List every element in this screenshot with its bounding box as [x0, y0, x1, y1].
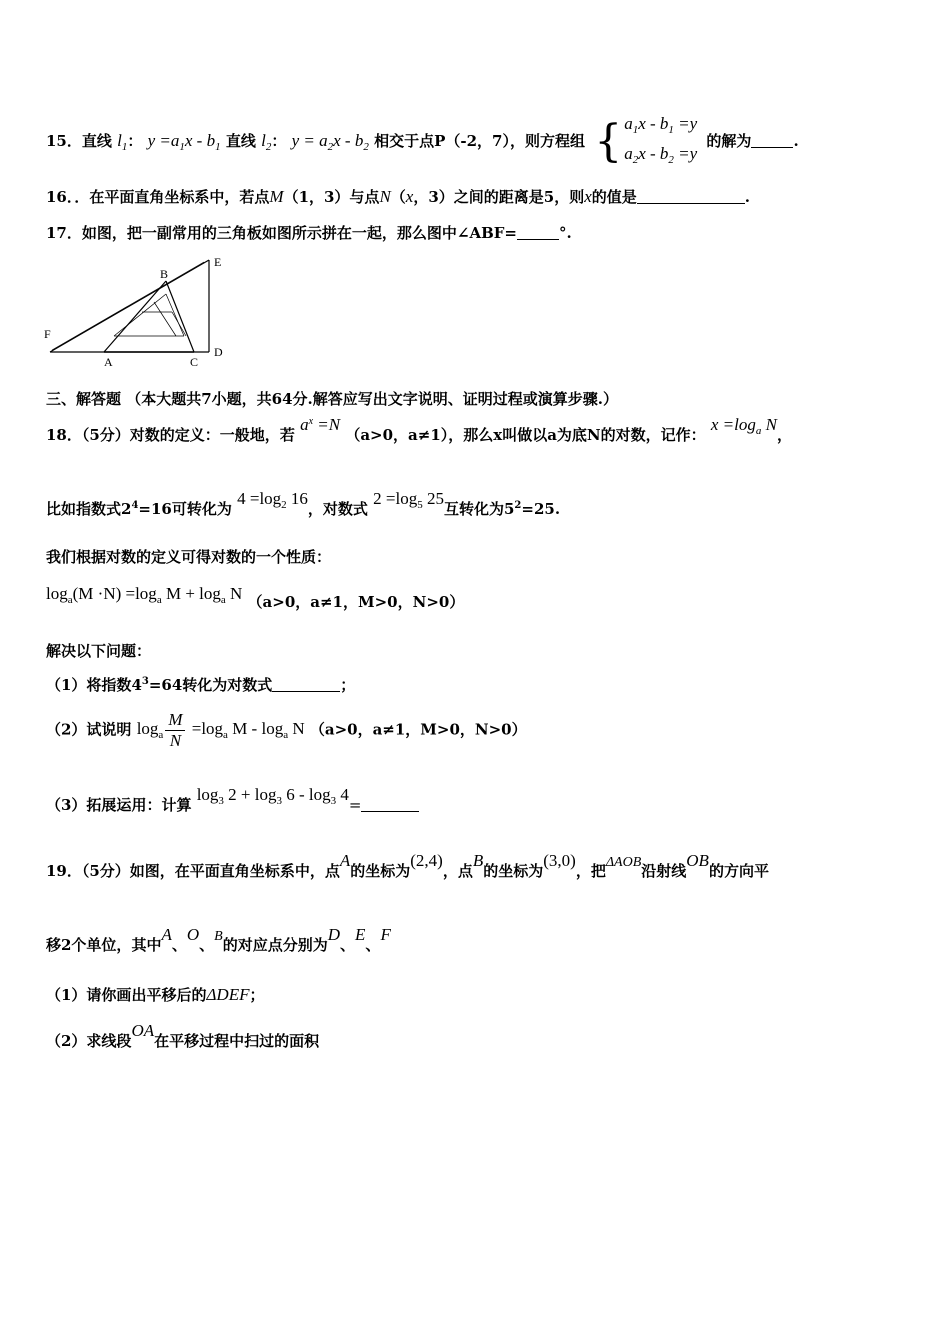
label-c: C — [190, 355, 199, 369]
q19-point-b: B — [472, 851, 484, 870]
q19-ray-ob: OB — [686, 851, 709, 870]
q16-text-3: （ — [390, 188, 406, 206]
q18-intro: 18．（5分）对数的定义：一般地，若 — [46, 426, 295, 444]
label-a: A — [104, 355, 113, 369]
q15-l2-sub: 2 — [265, 141, 272, 153]
q16-text-5: 的值是 — [591, 188, 637, 206]
q18-part-1: （1）将指数$4^3=64$转化为对数式 ； — [46, 676, 356, 694]
q15-l1-sub: 1 — [121, 141, 128, 153]
q18-example-log-1: $4 =\log_2$ 16 — [237, 489, 308, 511]
q15-number: 15． — [46, 132, 82, 150]
q15-colon-2: ： — [271, 132, 287, 150]
q18-solve-heading: 解决以下问题： — [46, 642, 152, 660]
q19-line-2: 移2个单位，其中A、O、B的对应点分别为D、E、F — [46, 925, 391, 954]
q19-triangle-def: ΔDEF — [206, 985, 250, 1004]
q16-var-x-2: x — [584, 187, 592, 206]
q15-line-2-equation: $y = a_2x - b_2$ — [291, 131, 369, 153]
q15-l1: l — [117, 131, 122, 150]
q15-text-1: 直线 — [81, 132, 112, 150]
q15-text-4: 的解为 — [706, 132, 752, 150]
section-3-heading: 三、解答题 （本大题共7小题，共64分.解答应写出文字说明、证明过程或演算步骤.） — [46, 390, 618, 408]
q15-text-3: 相交于点P（-2，7），则方程组 — [374, 132, 585, 150]
q18-part-3: （3）拓展运用：计算 $\log_3 2 + \log_3 6 - \log_3 4=$ — [46, 794, 419, 817]
q19-point-a-2: A — [161, 925, 172, 944]
q19-point-a: A — [339, 851, 351, 870]
q19-point-o: O — [186, 925, 200, 944]
q16-number: 16． — [46, 188, 75, 206]
q19-a-coord: (2,4) — [410, 851, 443, 870]
q15-end: . — [793, 132, 799, 150]
question-18: 18．（5分）对数的定义：一般地，若 $a^x =N$ （a>0，a≠1），那么x叫做以a为底N的对数，记作： $x =\log_a$ N， — [46, 415, 792, 444]
q15-line-1-equation: $y =a_1x - b_1$ — [147, 131, 221, 153]
q18-property-conditions: （a>0，a≠1，M>0，N>0） — [247, 593, 465, 611]
q19-part-2: （2）求线段OA在平移过程中扫过的面积 — [46, 1021, 320, 1050]
q18-part-3-expression: $\log_3 2 + \log_3 6 - \log_3 4$ — [196, 785, 349, 807]
q15-l2: l — [261, 131, 266, 150]
label-d: D — [214, 345, 223, 359]
q16-end: . — [744, 188, 751, 206]
q16-answer-blank[interactable] — [637, 189, 745, 204]
q18-property-formula: $\log_a(M \cdot N) =\log_a$ $M + \log_a N$ — [46, 584, 243, 606]
q18-property — [46, 583, 465, 611]
q18-text-2: （a>0，a≠1），那么x叫做以a为底N的对数，记作： — [345, 426, 706, 444]
q15-answer-blank[interactable] — [751, 133, 793, 148]
q16-var-x: x — [405, 187, 414, 206]
q18-log-definition: $x =\log_a$ N — [710, 415, 777, 437]
question-16 — [46, 186, 750, 207]
label-f: F — [44, 327, 51, 341]
q18-part-2: （2）试说明 $\log_a$ $\frac{M}{N}$ $=\log_a$ M - $\log_a N$ （a>0，a≠1，M>0，N>0） — [46, 710, 527, 750]
q16-point-m: M — [269, 187, 284, 206]
q17-text: 17．如图，把一副常用的三角板如图所示拼在一起，那么图中∠ABF= — [46, 224, 517, 242]
q18-example-log-2: $2 =\log_5$ 25 — [373, 489, 444, 511]
q15-equation-system: { $a_1x - b_1 =y$ $a_2x - b_2 =y$ — [594, 114, 698, 167]
label-e: E — [214, 255, 222, 269]
q16-text-1: ．在平面直角坐标系中，若点 — [74, 188, 270, 206]
q18-property-intro: 我们根据对数的定义可得对数的一个性质： — [46, 548, 332, 566]
q16-point-n: N — [379, 187, 391, 206]
q19-point-d: D — [327, 925, 341, 944]
q19-triangle-aob: ΔAOB — [605, 855, 642, 870]
q17-end: °. — [558, 224, 572, 242]
q19-part-1: （1）请你画出平移后的ΔDEF； — [46, 985, 265, 1004]
q18-example: 比如指数式$2^4=16$可转化为 $4 =\log_2$ 16，对数式 $2 =\log_5$ 25互转化为$5^2=25$. — [46, 489, 561, 518]
q15-colon-1: ： — [127, 132, 143, 150]
q19-point-e: E — [355, 925, 366, 944]
q18-exponential: $a^x =N$ — [300, 415, 341, 434]
question-15 — [46, 112, 799, 172]
q18-part-2-conditions: （a>0，a≠1，M>0，N>0） — [309, 720, 527, 739]
q18-part-2-formula: $\log_a$ $\frac{M}{N}$ $=\log_a$ M - $\log_a N$ — [136, 710, 305, 750]
question-17 — [46, 222, 572, 243]
q17-answer-blank[interactable] — [517, 225, 559, 240]
q18-part-1-blank[interactable] — [272, 677, 340, 692]
question-19: 19．（5分）如图，在平面直角坐标系中，点A的坐标为(2,4)，点B的坐标为(3,0)，把ΔAOB沿射线OB的方向平 — [46, 851, 769, 880]
q16-text-4: ，3）之间的距离是5，则 — [413, 188, 585, 206]
q19-b-coord: (3,0) — [543, 851, 576, 870]
q19-point-f: F — [380, 925, 391, 944]
label-b: B — [160, 267, 169, 281]
triangle-figure — [44, 252, 244, 372]
q19-point-b-2: B — [214, 929, 223, 944]
q18-part-3-blank[interactable] — [361, 797, 419, 812]
q16-text-2: （1，3）与点 — [283, 188, 380, 206]
q15-text-2: 直线 — [225, 132, 256, 150]
q19-segment-oa: OA — [131, 1021, 155, 1040]
